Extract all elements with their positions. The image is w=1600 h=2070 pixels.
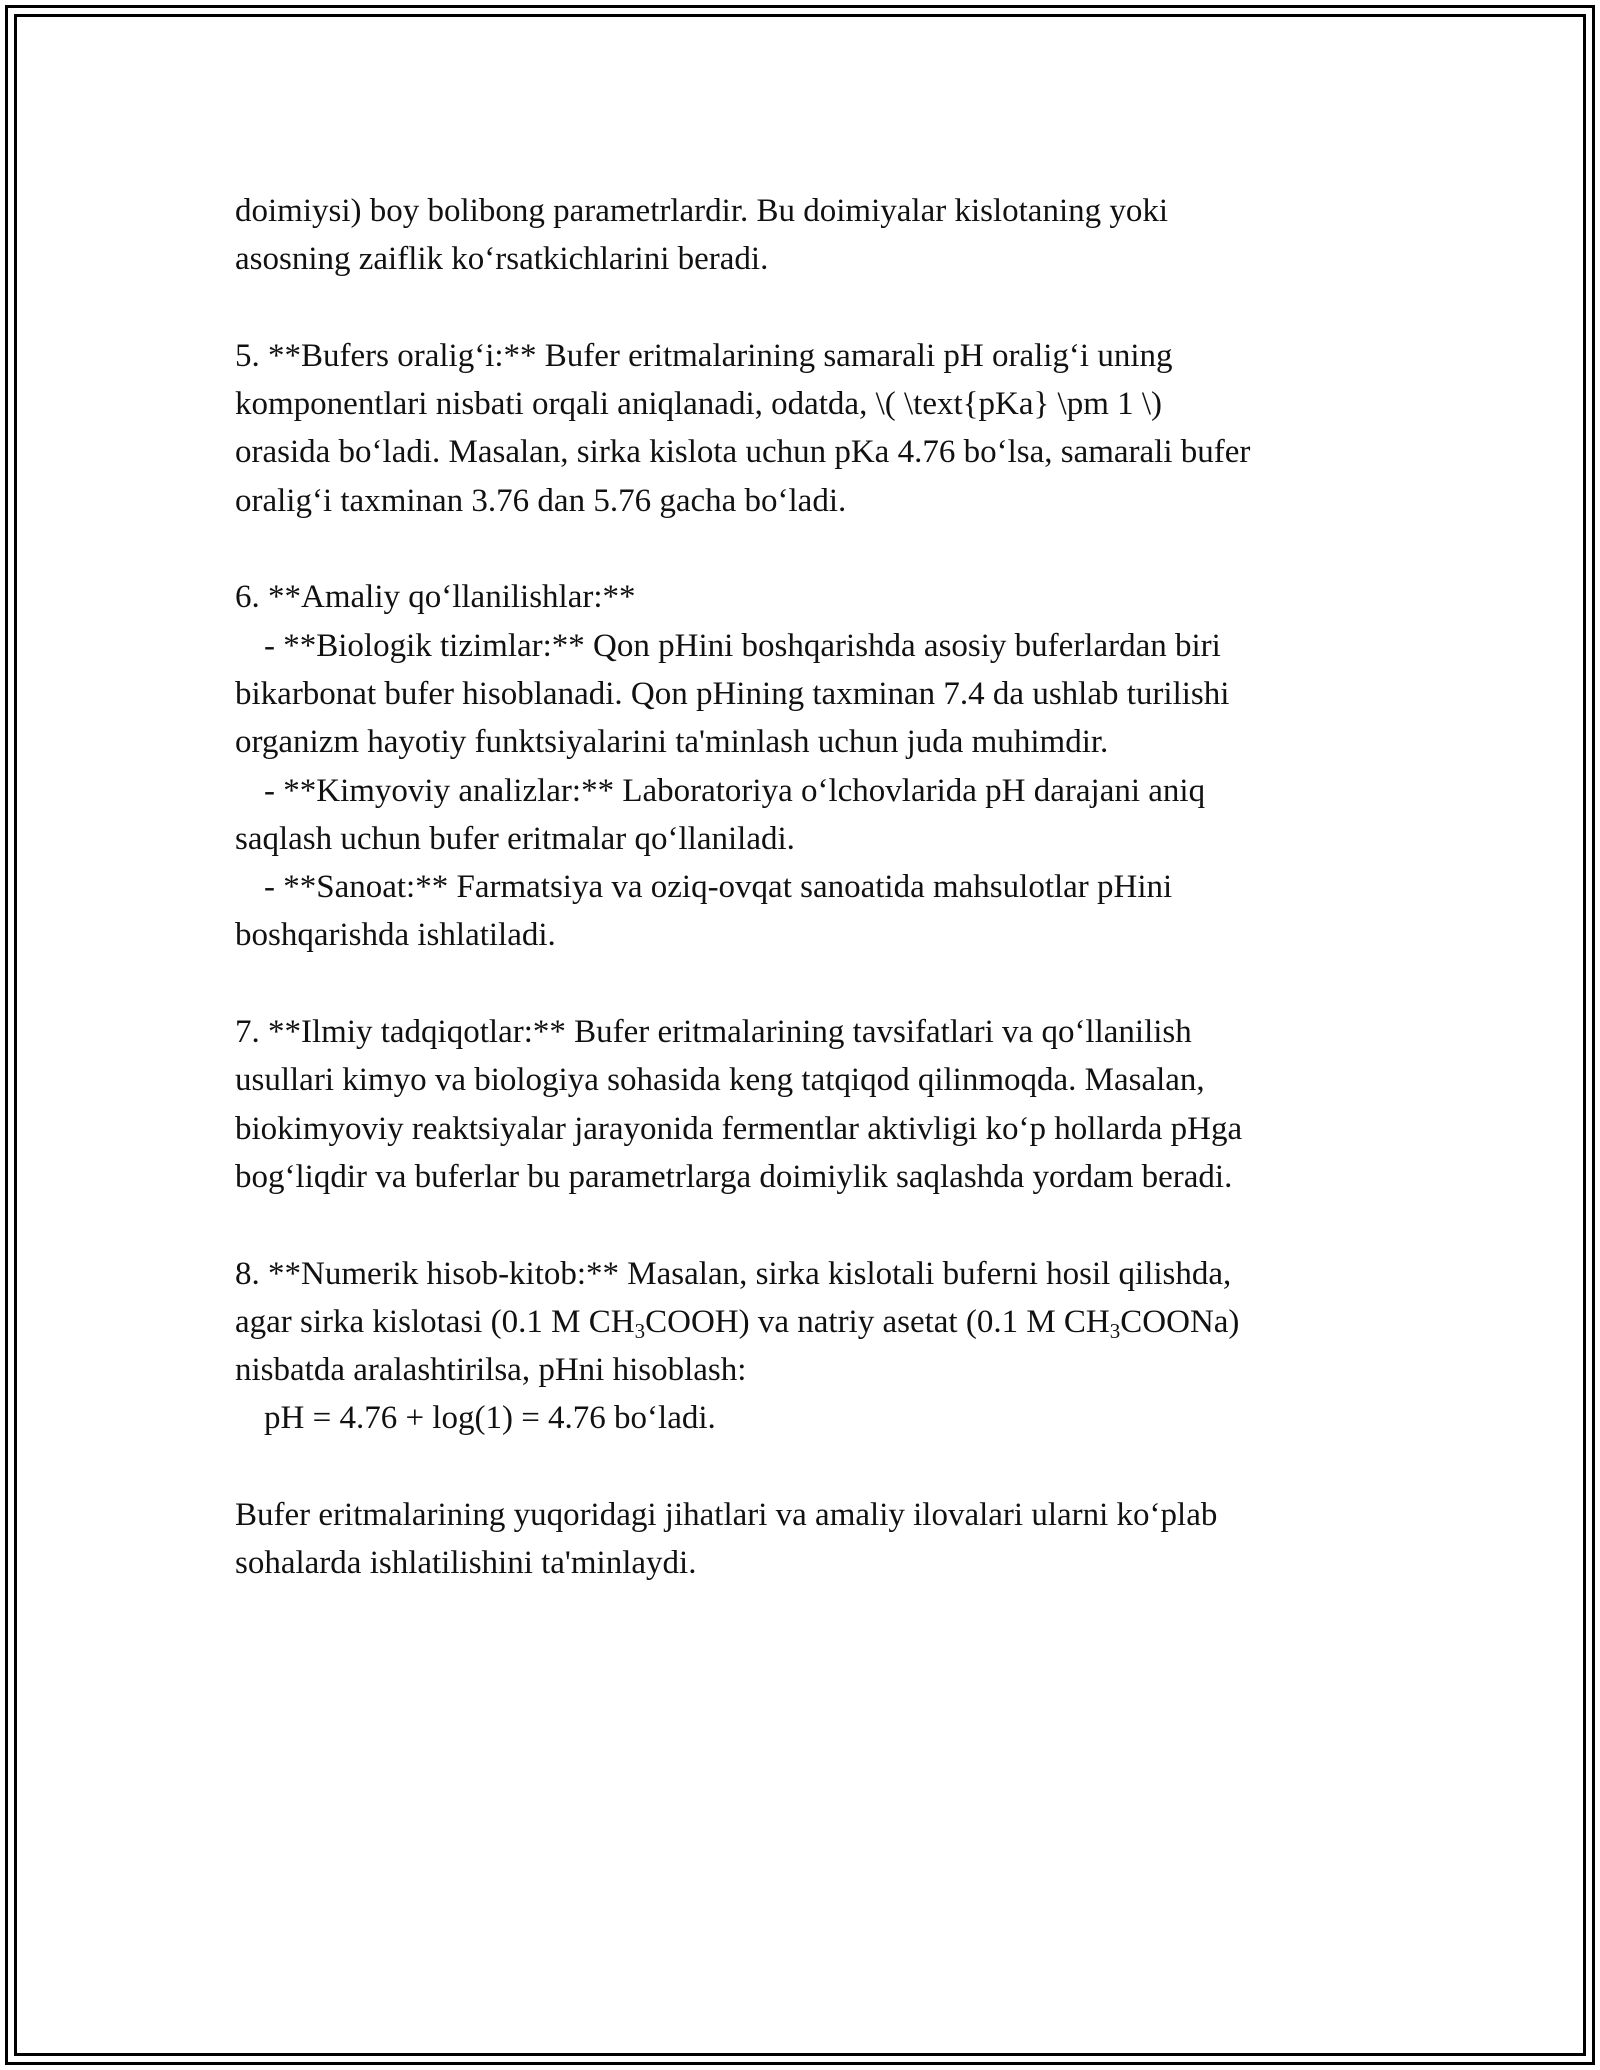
document-body: [235, 187, 1385, 1588]
text-line: biokimyoviy reaktsiyalar jarayonida fermentlar aktivligi ko‘p hollarda pHga: [235, 1110, 1243, 1147]
text-line: boshqarishda ishlatiladi.: [235, 917, 556, 954]
list-item-line: - **Kimyoviy analizlar:** Laboratoriya o‘lchovlarida pH darajani aniq: [264, 772, 1206, 809]
blank-line: [235, 284, 1385, 332]
subscript: 3: [1109, 1318, 1121, 1343]
equation-line: pH = 4.76 + log(1) = 4.76 bo‘ladi.: [264, 1400, 716, 1437]
text-line: 7. **Ilmiy tadqiqotlar:** Bufer eritmalarining tavsifatlari va qo‘llanilish: [235, 1014, 1192, 1051]
text-line: komponentlari nisbati orqali aniqlanadi, odatda, \( \text{pKa} \pm 1 \): [235, 386, 1163, 423]
text-line: Bufer eritmalarining yuqoridagi jihatlari va amaliy ilovalari ularni ko‘plab: [235, 1497, 1218, 1534]
text-line: saqlash uchun bufer eritmalar qo‘llaniladi.: [235, 820, 795, 857]
list-item-line: - **Sanoat:** Farmatsiya va oziq-ovqat sanoatida mahsulotlar pHini: [264, 869, 1173, 906]
text-line: organizm hayotiy funktsiyalarini ta'minlash uchun juda muhimdir.: [235, 724, 1109, 761]
text-line: bikarbonat bufer hisoblanadi. Qon pHining taxminan 7.4 da ushlab turilishi: [235, 675, 1230, 712]
formula-text-line: [235, 1298, 1385, 1346]
text-line: 5. **Bufers oralig‘i:** Bufer eritmalarining samarali pH oralig‘i uning: [235, 337, 1173, 374]
formula-text: agar sirka kislotasi (0.1 M CH: [235, 1303, 635, 1340]
subscript: 3: [634, 1318, 646, 1343]
list-item-line: - **Biologik tizimlar:** Qon pHini boshqarishda asosiy buferlardan biri: [264, 627, 1221, 664]
blank-line: [235, 525, 1385, 573]
text-line: doimiysi) boy bolibong parametrlardir. Bu doimiyalar kislotaning yoki: [235, 193, 1169, 229]
text-line: 6. **Amaliy qo‘llanilishlar:**: [235, 579, 636, 616]
text-line: nisbatda aralashtirilsa, pHni hisoblash:: [235, 1352, 747, 1389]
blank-line: [235, 1443, 1385, 1491]
text-line: sohalarda ishlatilishini ta'minlaydi.: [235, 1545, 697, 1582]
formula-text: COOH) va natriy asetat (0.1 M CH: [645, 1303, 1110, 1340]
text-line: asosning zaiflik ko‘rsatkichlarini beradi.: [235, 241, 769, 278]
text-line: oralig‘i taxminan 3.76 dan 5.76 gacha bo‘ladi.: [235, 482, 847, 519]
blank-line: [235, 1201, 1385, 1249]
text-line: orasida bo‘ladi. Masalan, sirka kislota uchun pKa 4.76 bo‘lsa, samarali bufer: [235, 434, 1251, 471]
text-line: 8. **Numerik hisob-kitob:** Masalan, sirka kislotali buferni hosil qilishda,: [235, 1255, 1232, 1292]
text-line: usullari kimyo va biologiya sohasida keng tatqiqod qilinmoqda. Masalan,: [235, 1062, 1205, 1099]
formula-text: COONa): [1120, 1303, 1240, 1340]
text-line: bog‘liqdir va buferlar bu parametrlarga doimiylik saqlashda yordam beradi.: [235, 1158, 1233, 1195]
blank-line: [235, 960, 1385, 1008]
